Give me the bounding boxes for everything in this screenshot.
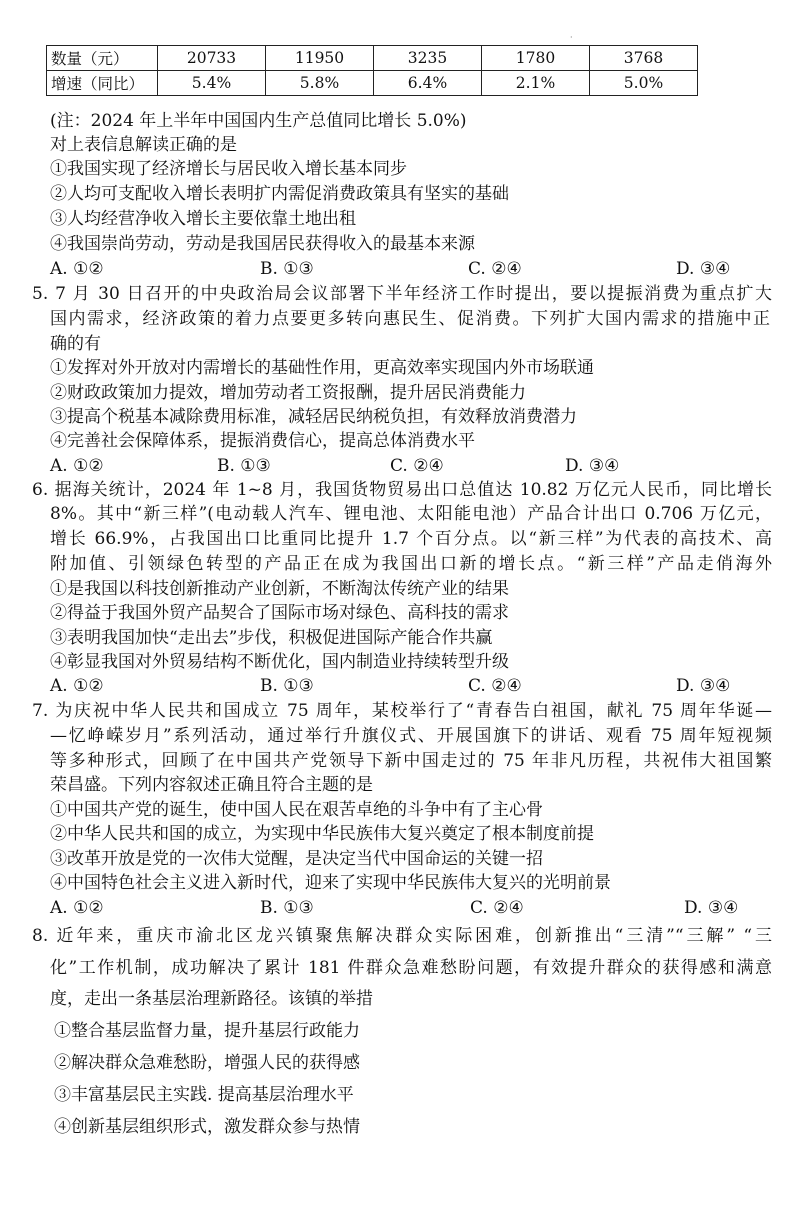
choice-item: ②人均可支配收入增长表明扩内需促消费政策具有坚实的基础 [50,184,509,204]
question-stem-line: 化”工作机制，成功解决了累计 181 件群众急难愁盼问题，有效提升群众的获得感和满意 [50,958,772,978]
choice-item: ③提高个税基本减除费用标准，减轻居民纳税负担，有效释放消费潜力 [50,407,577,427]
choice-item: ④完善社会保障体系，提振消费信心，提高总体消费水平 [50,431,475,451]
table-cell: 1780 [482,46,590,71]
answer-options [50,897,750,919]
question-stem-line: 5. 7 月 30 日召开的中央政治局会议部署下半年经济工作时提出，要以提振消费为重点扩大 [32,284,772,304]
choice-item: ②财政政策加力提效，增加劳动者工资报酬，提升居民消费能力 [50,383,526,403]
question-stem-line: 增长 66.9%，占我国出口比重同比提升 1.7 个百分点。以“新三样”为代表的高技术、高 [50,529,772,549]
choice-item: ①整合基层监督力量，提升基层行政能力 [54,1021,360,1041]
choice-item: ④中国特色社会主义进入新时代，迎来了实现中华民族伟大复兴的光明前景 [50,873,611,893]
table-cell: 11950 [266,46,374,71]
choice-item: ④创新基层组织形式，激发群众参与热情 [54,1117,360,1137]
option-c: C. ②④ [470,898,524,918]
option-a: A. ①② [50,676,104,696]
option-c: C. ②④ [468,676,522,696]
option-c: C. ②④ [390,456,444,476]
table-cell: 5.0% [590,71,698,96]
question-stem-line: 8. 近年来，重庆市渝北区龙兴镇聚焦解决群众实际困难，创新推出“三清”“三解” “三 [32,926,772,946]
question-stem-line: —忆峥嵘岁月”系列活动，通过举行升旗仪式、开展国旗下的讲话、观看 75 周年短视频 [50,726,772,746]
option-d: D. ③④ [684,898,739,918]
choice-item: ③人均经营净收入增长主要依靠土地出租 [50,209,356,229]
option-d: D. ③④ [676,259,731,279]
table-cell: 3768 [590,46,698,71]
question-stem-line: 7. 为庆祝中华人民共和国成立 75 周年，某校举行了“青春告白祖国，献礼 75 周年华诞— [32,701,772,721]
choice-item: ④彰显我国对外贸易结构不断优化，国内制造业持续转型升级 [50,652,509,672]
choice-item: ③丰富基层民主实践. 提高基层治理水平 [54,1085,354,1105]
table-cell: 20733 [158,46,266,71]
question-stem-line: 确的有 [50,334,101,354]
option-b: B. ①③ [260,676,314,696]
choice-item: ①我国实现了经济增长与居民收入增长基本同步 [50,159,407,179]
question-stem: 对上表信息解读正确的是 [50,135,237,155]
choice-item: ①是我国以科技创新推动产业创新，不断淘汰传统产业的结果 [50,579,509,599]
choice-item: ③表明我国加快“走出去”步伐，积极促进国际产能合作共赢 [50,628,493,648]
option-b: B. ①③ [217,456,271,476]
question-stem-line: 附加值、引领绿色转型的产品正在成为我国出口新的增长点。“新三样”产品走俏海外 [50,554,772,574]
answer-options [50,675,750,697]
option-c: C. ②④ [468,259,522,279]
question-stem-line: 等多种形式，回顾了在中国共产党领导下新中国走过的 75 年非凡历程，共祝伟大祖国繁 [50,751,772,771]
question-stem-line: 8%。其中“新三样”(电动载人汽车、锂电池、太阳能电池）产品合计出口 0.706 万亿元， [50,504,772,524]
table-cell: 2.1% [482,71,590,96]
choice-item: ②中华人民共和国的成立，为实现中华民族伟大复兴奠定了根本制度前提 [50,824,594,844]
choice-item: ③改革开放是党的一次伟大觉醒，是决定当代中国命运的关键一招 [50,849,543,869]
answer-options [50,258,750,280]
table-cell: 5.8% [266,71,374,96]
table-cell: 3235 [374,46,482,71]
table-cell: 增速（同比） [47,71,158,96]
option-d: D. ③④ [565,456,620,476]
option-a: A. ①② [50,456,104,476]
option-a: A. ①② [50,259,104,279]
option-a: A. ①② [50,898,104,918]
option-b: B. ①③ [260,898,314,918]
choice-item: ①发挥对外开放对内需增长的基础性作用，更高效率实现国内外市场联通 [50,358,594,378]
question-stem-line: 度，走出一条基层治理新路径。该镇的举措 [50,989,373,1009]
table-cell: 6.4% [374,71,482,96]
table-row [47,46,698,71]
option-b: B. ①③ [260,259,314,279]
scan-mark: · [570,33,573,42]
choice-item: ①中国共产党的诞生，使中国人民在艰苦卓绝的斗争中有了主心骨 [50,800,543,820]
answer-options [50,455,750,477]
table-note: (注：2024 年上半年中国国内生产总值同比增长 5.0%) [50,111,467,131]
table-cell: 5.4% [158,71,266,96]
income-table [46,45,698,96]
table-row [47,71,698,96]
table-cell: 数量（元） [47,46,158,71]
choice-item: ②解决群众急难愁盼，增强人民的获得感 [54,1053,360,1073]
question-stem-line: 荣昌盛。下列内容叙述正确且符合主题的是 [50,775,373,795]
choice-item: ④我国崇尚劳动，劳动是我国居民获得收入的最基本来源 [50,234,475,254]
question-stem-line: 6. 据海关统计，2024 年 1~8 月，我国货物贸易出口总值达 10.82 万亿元人民币，同比增长 [32,480,772,500]
question-stem-line: 国内需求，经济政策的着力点要更多转向惠民生、促消费。下列扩大国内需求的措施中正 [50,309,770,329]
option-d: D. ③④ [676,676,731,696]
choice-item: ②得益于我国外贸产品契合了国际市场对绿色、高科技的需求 [50,603,509,623]
